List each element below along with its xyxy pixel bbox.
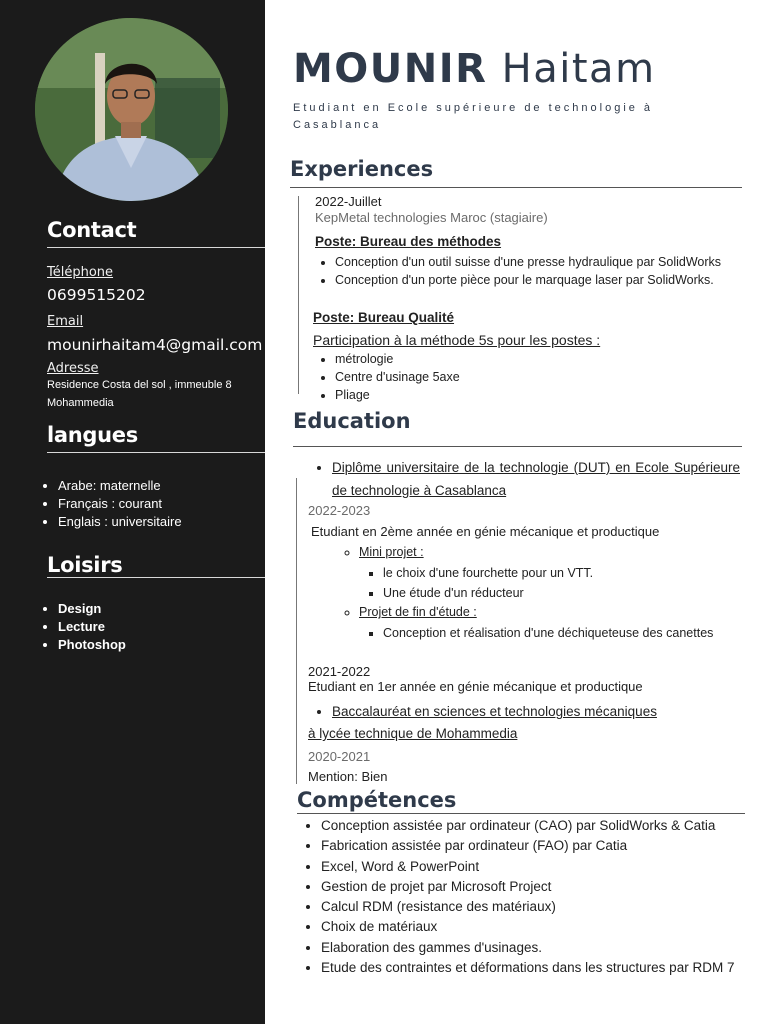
pfe-label: ◦ Projet de fin d'étude : (359, 603, 477, 621)
email-value[interactable]: mounirhaitam4@gmail.com (47, 336, 263, 354)
skill-item: • Conception assistée par ordinateur (CAO) par SolidWorks & Catia (321, 816, 751, 836)
skill-item: • Gestion de projet par Microsoft Project (321, 877, 751, 897)
phone-value[interactable]: 0699515202 (47, 286, 146, 304)
subtitle: Etudiant en Ecole supérieure de technologie à Casablanca (293, 102, 654, 131)
education-heading: Education (293, 409, 411, 433)
skill-item: • Choix de matériaux (321, 917, 751, 937)
education-timeline (296, 478, 297, 784)
address-line-2: Mohammedia (47, 397, 114, 409)
list-item: ▪ Conception et réalisation d'une déchiqueteuse des canettes (383, 623, 755, 643)
list-item: • Centre d'usinage 5axe (335, 368, 460, 386)
bac-item: • Baccalauréat en sciences et technologies mécaniques (332, 702, 657, 722)
mini-projet-label: ◦ Mini projet : (359, 543, 424, 561)
participation-5s: Participation à la méthode 5s pour les postes : (313, 332, 601, 348)
loisir-item: • Design (58, 600, 126, 618)
competences-list (301, 816, 751, 978)
education-divider (293, 446, 742, 447)
experiences-timeline (298, 196, 299, 394)
langue-item: • Français : courant (58, 495, 182, 513)
contact-heading: Contact (47, 218, 137, 242)
dut-years: 2022-2023 (308, 503, 371, 518)
poste-methodes-list (315, 253, 758, 289)
address-line-1: Residence Costa del sol , immeuble 8 (47, 379, 232, 391)
bac-line2: à lycée technique de Mohammedia (308, 726, 518, 741)
loisirs-divider (47, 577, 265, 578)
pfe-items (363, 623, 755, 643)
langue-item: • Arabe: maternelle (58, 477, 182, 495)
list-item: ▪ le choix d'une fourchette pour un VTT. (383, 563, 593, 583)
y1-text: Etudiant en 1er année en génie mécanique et productique (308, 679, 643, 694)
profile-photo (35, 18, 228, 201)
list-item: ▪ Une étude d'un réducteur (383, 583, 593, 603)
poste-methodes: Poste: Bureau des méthodes (315, 234, 502, 249)
langues-divider (47, 452, 265, 453)
langue-item: • Englais : universitaire (58, 513, 182, 531)
poste-qualite-list (315, 350, 460, 404)
loisir-item: • Lecture (58, 618, 126, 636)
pfe-list (339, 603, 477, 621)
bac-diploma (312, 702, 657, 722)
skill-item: • Calcul RDM (resistance des matériaux) (321, 897, 751, 917)
first-name: Haitam (501, 46, 656, 92)
competences-heading: Compétences (297, 788, 457, 812)
list-item: • Pliage (335, 386, 460, 404)
contact-divider (47, 247, 265, 248)
address-label: Adresse (47, 361, 99, 376)
skill-item: • Elaboration des gammes d'usinages. (321, 938, 751, 958)
bac-mention: Mention: Bien (308, 769, 388, 784)
y1-years: 2021-2022 (308, 664, 371, 679)
skill-item: • Etude des contraintes et déformations dans les structures par RDM 7 (321, 958, 751, 978)
skill-item: • Excel, Word & PowerPoint (321, 857, 751, 877)
mini-projet-list (339, 543, 424, 561)
email-label: Email (47, 314, 84, 329)
mini-projet-items (363, 563, 593, 603)
loisirs-list (40, 600, 126, 654)
dut-item: • Diplôme universitaire de la technologie (DUT) en Ecole Supérieure de technologie à Casablanca (332, 456, 740, 502)
experiences-heading: Experiences (290, 157, 434, 181)
bac-years: 2020-2021 (308, 749, 371, 764)
skill-item: • Fabrication assistée par ordinateur (FAO) par Catia (321, 836, 751, 856)
experiences-divider (290, 187, 742, 188)
loisir-item: • Photoshop (58, 636, 126, 654)
last-name: MOUNIR (293, 46, 488, 92)
poste-qualite: Poste: Bureau Qualité (313, 310, 455, 325)
phone-label: Téléphone (47, 265, 114, 280)
dut-diploma (312, 456, 740, 502)
loisirs-heading: Loisirs (47, 553, 123, 577)
langues-heading: langues (47, 423, 138, 447)
list-item: • métrologie (335, 350, 460, 368)
address-value (47, 376, 257, 412)
experience-company: KepMetal technologies Maroc (stagiaire) (315, 210, 548, 225)
experience-date: 2022-Juillet (315, 194, 382, 209)
list-item: • Conception d'un outil suisse d'une presse hydraulique par SolidWorks (335, 253, 758, 271)
sidebar (0, 0, 265, 1024)
list-item: • Conception d'un porte pièce pour le marquage laser par SolidWorks. (335, 271, 758, 289)
dut-year2-text: Etudiant en 2ème année en génie mécanique et productique (311, 524, 660, 539)
full-name (293, 46, 656, 92)
competences-divider (297, 813, 745, 814)
langues-list (40, 477, 182, 531)
